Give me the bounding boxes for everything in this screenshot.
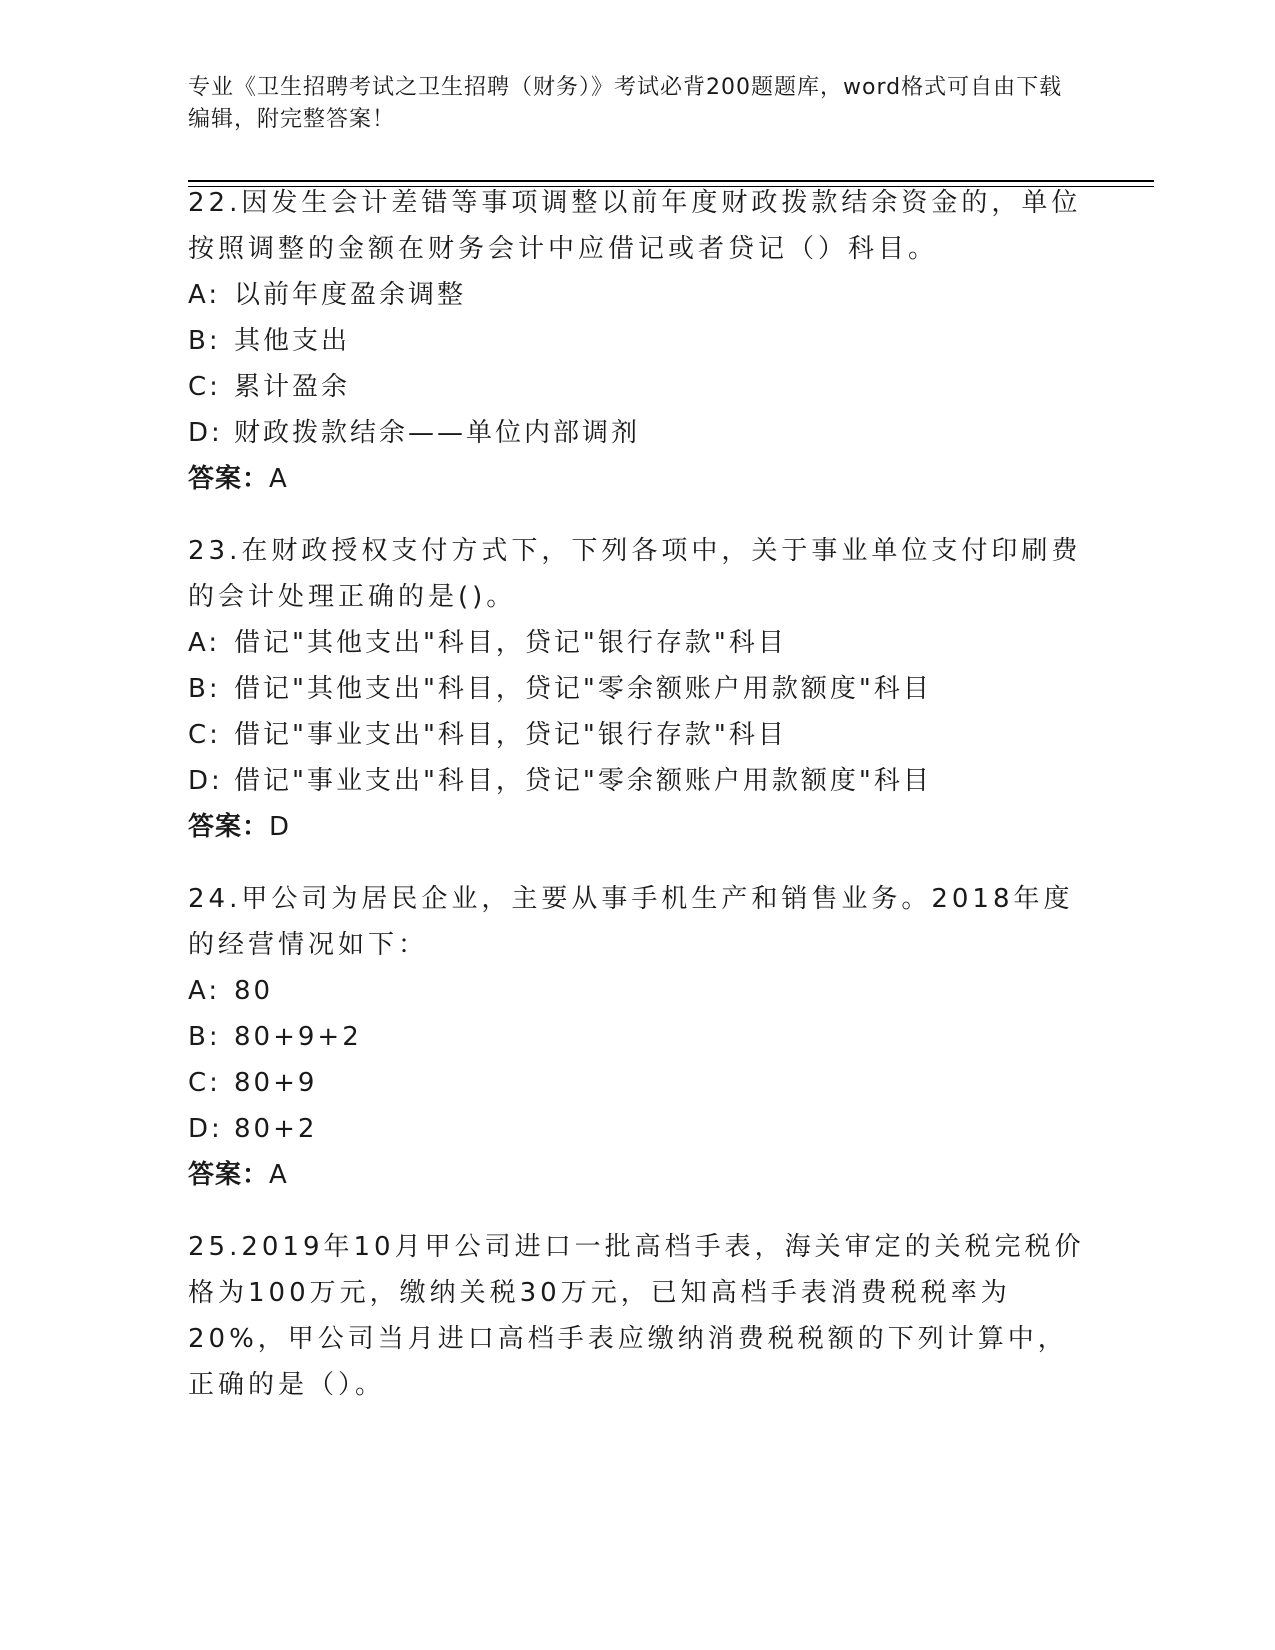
option-letter: A: [188, 976, 221, 1006]
option-text: 借记"其他支出"科目，贷记"银行存款"科目 [234, 628, 787, 658]
option-letter: B: [188, 674, 221, 704]
option-c [188, 712, 1088, 758]
answer-value: A [269, 1160, 288, 1190]
option-letter: C: [188, 720, 221, 750]
option-d [188, 758, 1088, 804]
answer-label: 答案： [188, 1160, 270, 1190]
option-letter: C: [188, 1068, 221, 1098]
question-24 [188, 876, 1088, 1198]
question-22 [188, 180, 1088, 502]
answer-value: D [269, 812, 291, 842]
option-text: 借记"事业支出"科目，贷记"零余额账户用款额度"科目 [234, 766, 932, 796]
option-b [188, 666, 1088, 712]
option-text: 80+9 [234, 1068, 318, 1098]
answer-label: 答案： [188, 812, 270, 842]
option-b [188, 1014, 1088, 1060]
question-stem: 24.甲公司为居民企业，主要从事手机生产和销售业务。2018年度的经营情况如下： [188, 884, 1074, 960]
option-d [188, 410, 1088, 456]
option-text: 以前年度盈余调整 [234, 280, 467, 310]
option-a [188, 968, 1088, 1014]
option-text: 财政拨款结余——单位内部调剂 [234, 418, 641, 448]
option-text: 80+9+2 [234, 1022, 362, 1052]
document-header: 专业《卫生招聘考试之卫生招聘（财务）》考试必背200题题库，word格式可自由下载编辑，附完整答案！ [188, 75, 1063, 132]
option-letter: C: [188, 372, 221, 402]
answer-value: A [269, 464, 288, 494]
option-text: 累计盈余 [234, 372, 351, 402]
answer-line [188, 804, 1088, 850]
option-letter: A: [188, 628, 221, 658]
option-letter: B: [188, 326, 221, 356]
option-text: 80 [234, 976, 274, 1006]
option-letter: D: [188, 418, 223, 448]
question-stem: 25.2019年10月甲公司进口一批高档手表，海关审定的关税完税价格为100万元，缴纳关税30万元，已知高档手表消费税税率为20%，甲公司当月进口高档手表应缴纳消费税税额的下列计算中，正确的是（）。 [188, 1232, 1085, 1400]
option-a [188, 272, 1088, 318]
option-letter: B: [188, 1022, 221, 1052]
option-text: 80+2 [234, 1114, 318, 1144]
option-c [188, 364, 1088, 410]
question-23 [188, 528, 1088, 850]
answer-line [188, 1152, 1088, 1198]
option-letter: D: [188, 1114, 223, 1144]
option-text: 借记"其他支出"科目，贷记"零余额账户用款额度"科目 [234, 674, 932, 704]
option-b [188, 318, 1088, 364]
option-c [188, 1060, 1088, 1106]
question-stem: 22.因发生会计差错等事项调整以前年度财政拨款结余资金的，单位按照调整的金额在财务会计中应借记或者贷记（）科目。 [188, 188, 1082, 264]
option-text: 其他支出 [234, 326, 351, 356]
option-letter: A: [188, 280, 221, 310]
option-letter: D: [188, 766, 223, 796]
question-stem: 23.在财政授权支付方式下，下列各项中，关于事业单位支付印刷费的会计处理正确的是()。 [188, 536, 1082, 612]
option-d [188, 1106, 1088, 1152]
option-a [188, 620, 1088, 666]
answer-line [188, 456, 1088, 502]
question-25 [188, 1224, 1088, 1408]
option-text: 借记"事业支出"科目，贷记"银行存款"科目 [234, 720, 787, 750]
answer-label: 答案： [188, 464, 270, 494]
